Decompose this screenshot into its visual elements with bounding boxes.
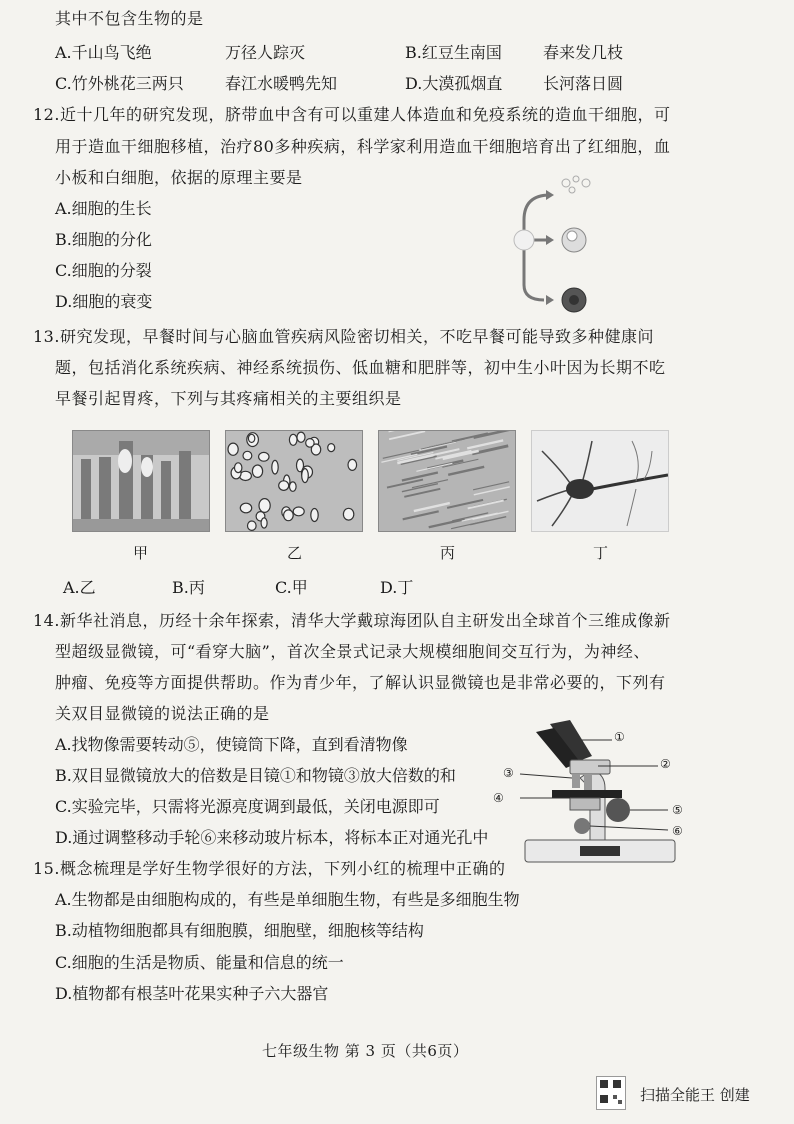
- q14-line-3: 肿瘤、免疫等方面提供帮助。作为青少年，了解认识显微镜也是非常必要的，下列有: [55, 673, 666, 692]
- q11-option-a: A.千山鸟飞绝: [55, 43, 152, 62]
- q13-line-2: 题，包括消化系统疾病、神经系统损伤、低血糖和肥胖等，初中生小叶因为长期不吃: [55, 358, 666, 377]
- q13-option-d: D.丁: [380, 578, 414, 597]
- scanner-logo: [596, 1076, 626, 1110]
- q12-option-a: A.细胞的生长: [55, 199, 152, 218]
- q13-option-c: C.甲: [275, 578, 308, 597]
- microscope-callout-5: ⑤: [672, 803, 683, 817]
- q15-option-a: A.生物都是由细胞构成的，有些是单细胞生物，有些是多细胞生物: [55, 890, 520, 909]
- q14-line-2: 型超级显微镜，可“看穿大脑”，首次全景式记录大规模细胞间交互行为，为神经、: [55, 642, 650, 661]
- tissue-label-yi: 乙: [287, 544, 303, 562]
- q12-line-2: 用于造血干细胞移植，治疗80多种疾病，科学家利用造血干细胞培育出了红细胞，血: [55, 137, 671, 156]
- microscope-callout-2: ②: [660, 757, 671, 771]
- tissue-label-jia: 甲: [133, 544, 149, 562]
- q14-option-d: D.通过调整移动手轮⑥来移动玻片标本，将标本正对通光孔中: [55, 828, 489, 847]
- q14-option-b: B.双目显微镜放大的倍数是目镜①和物镜③放大倍数的和: [55, 766, 456, 785]
- q11-intro: 其中不包含生物的是: [55, 9, 204, 28]
- q12-option-b: B.细胞的分化: [55, 230, 152, 249]
- microscope-callout-3: ③: [503, 766, 514, 780]
- q14-line-4: 关双目显微镜的说法正确的是: [55, 704, 270, 723]
- q11-option-c-cont: 春江水暖鸭先知: [225, 74, 338, 93]
- tissue-label-ding: 丁: [593, 544, 609, 562]
- q13-line-1: 13.研究发现，早餐时间与心脑血管疾病风险密切相关，不吃早餐可能导致多种健康问: [33, 327, 654, 346]
- q11-option-a-cont: 万径人踪灭: [225, 43, 306, 62]
- q11-option-b-cont: 春来发几枝: [543, 43, 624, 62]
- tissue-image-ding: [531, 430, 669, 532]
- q14-line-1: 14.新华社消息，历经十余年探索，清华大学戴琼海团队自主研发出全球首个三维成像新: [33, 611, 671, 630]
- page-footer: 七年级生物 第 3 页（共6页）: [262, 1042, 469, 1060]
- tissue-image-jia: [72, 430, 210, 532]
- q15-line-1: 15.概念梳理是学好生物学很好的方法，下列小红的梳理中正确的: [33, 859, 506, 878]
- microscope-callout-6: ⑥: [672, 824, 683, 838]
- q12-line-1: 12.近十几年的研究发现，脐带血中含有可以重建人体造血和免疫系统的造血干细胞，可: [33, 105, 671, 124]
- q12-option-c: C.细胞的分裂: [55, 261, 152, 280]
- tissue-label-bing: 丙: [440, 544, 456, 562]
- q14-option-a: A.找物像需要转动⑤，使镜筒下降，直到看清物像: [55, 735, 408, 754]
- microscope-callout-4: ④: [493, 791, 504, 805]
- q11-option-c: C.竹外桃花三两只: [55, 74, 184, 93]
- q13-option-a: A.乙: [63, 578, 96, 597]
- q15-option-d: D.植物都有根茎叶花果实种子六大器官: [55, 984, 329, 1003]
- q14-option-c: C.实验完毕，只需将光源亮度调到最低，关闭电源即可: [55, 797, 440, 816]
- q11-option-d-cont: 长河落日圆: [543, 74, 624, 93]
- q11-option-b: B.红豆生南国: [405, 43, 502, 62]
- q12-line-3: 小板和白细胞，依据的原理主要是: [55, 168, 303, 187]
- q13-line-3: 早餐引起胃疼，下列与其疼痛相关的主要组织是: [55, 389, 402, 408]
- scanner-watermark: 扫描全能王 创建: [640, 1086, 750, 1104]
- microscope-callout-1: ①: [614, 730, 625, 744]
- microscope-diagram: [490, 718, 720, 868]
- tissue-image-bing: [378, 430, 516, 532]
- tissue-image-yi: [225, 430, 363, 532]
- q13-option-b: B.丙: [172, 578, 205, 597]
- q11-option-d: D.大漠孤烟直: [405, 74, 503, 93]
- cell-differentiation-diagram: [510, 165, 610, 315]
- q12-option-d: D.细胞的衰变: [55, 292, 153, 311]
- q15-option-b: B.动植物细胞都具有细胞膜，细胞壁，细胞核等结构: [55, 921, 424, 940]
- q15-option-c: C.细胞的生活是物质、能量和信息的统一: [55, 953, 344, 972]
